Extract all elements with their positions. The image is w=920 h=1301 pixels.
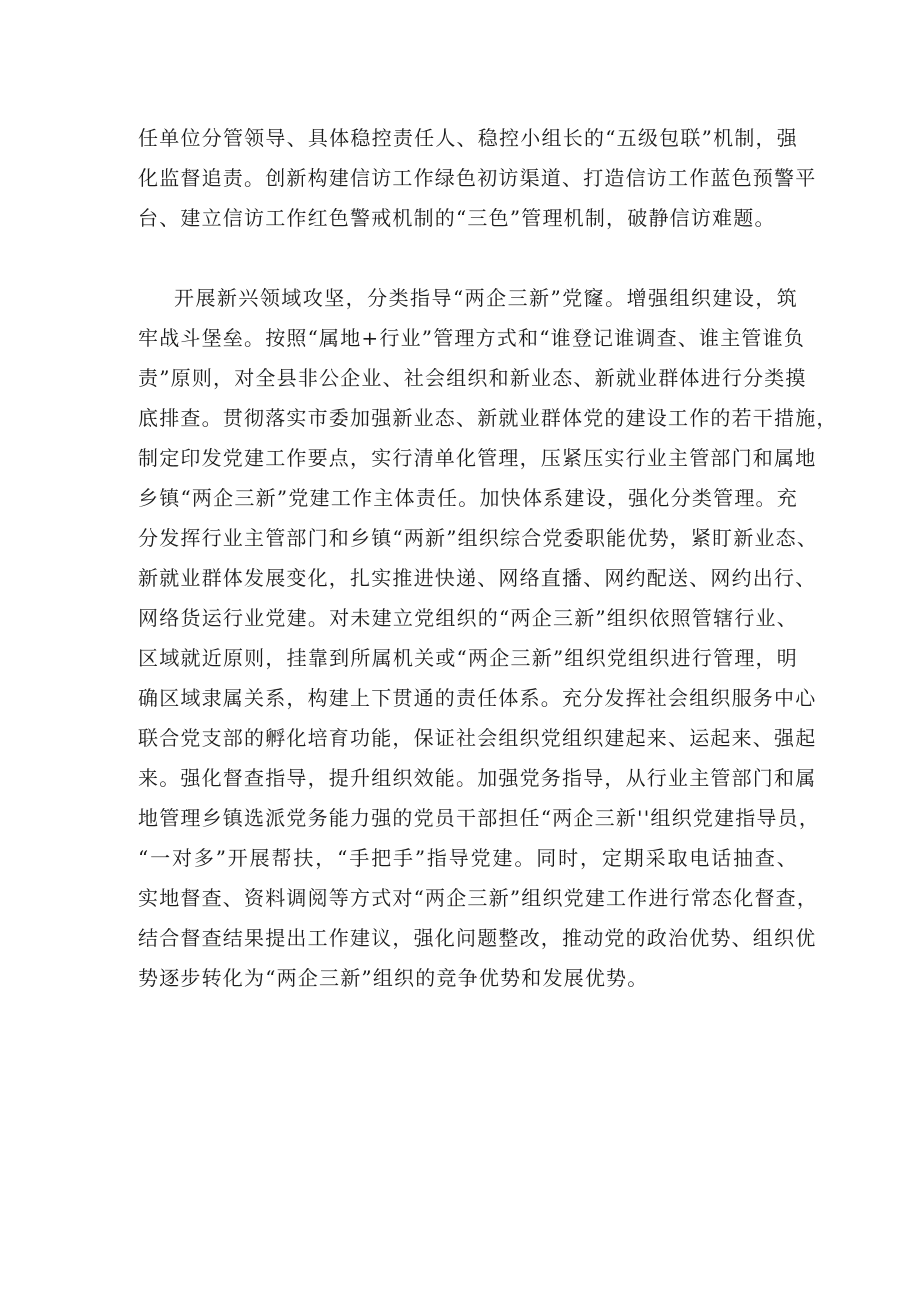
text-line: 制定印发党建工作要点，实行清单化管理，压紧压实行业主管部门和属地 (138, 446, 817, 470)
text-line: 来。强化督查指导，提升组织效能。加强党务指导，从行业主管部门和属 (138, 766, 817, 790)
text-line: 地管理乡镇选派党务能力强的党员干部担任“两企三新''组织党建指导员， (138, 806, 821, 830)
text-line: 分发挥行业主管部门和乡镇“两新”组织综合党委职能优势，紧盯新业态、 (138, 526, 819, 550)
text-line: “一对多”开展帮扶，“手把手”指导党建。同时，定期采取电话抽查、 (138, 846, 798, 870)
text-line: 实地督查、资料调阅等方式对“两企三新”组织党建工作进行常态化督查， (138, 886, 819, 910)
text-line: 台、建立信访工作红色警戒机制的“三色”管理机制，破静信访难题。 (138, 206, 776, 230)
text-line: 底排查。贯彻落实市委加强新业态、新就业群体党的建设工作的若干措施， (138, 406, 838, 430)
text-line: 牢战斗堡垒。按照“属地+行业”管理方式和“谁登记谁调查、谁主管谁负 (138, 326, 806, 350)
text-line: 新就业群体发展变化，扎实推进快递、网络直播、网约配送、网约出行、 (138, 566, 817, 590)
text-line: 结合督查结果提出工作建议，强化问题整改，推动党的政治优势、组织优 (138, 926, 817, 950)
text-line: 化监督追责。创新构建信访工作绿色初访渠道、打造信访工作蓝色预警平 (138, 166, 817, 190)
text-line: 责”原则，对全县非公企业、社会组织和新业态、新就业群体进行分类摸 (138, 366, 807, 390)
text-line: 确区域隶属关系，构建上下贯通的责任体系。充分发挥社会组织服务中心 (138, 686, 817, 710)
text-line: 势逐步转化为“两企三新”组织的竞争优势和发展优势。 (138, 966, 649, 990)
text-line: 开展新兴领域攻坚，分类指导“两企三新”党窿。增强组织建设，筑 (174, 286, 798, 310)
text-line: 任单位分管领导、具体稳控责任人、稳控小组长的“五级包联”机制，强 (138, 126, 798, 150)
text-line: 区域就近原则，挂靠到所属机关或“两企三新”组织党组织进行管理，明 (138, 646, 798, 670)
text-line: 乡镇“两企三新”党建工作主体责任。加快体系建设，强化分类管理。充 (138, 486, 798, 510)
paragraph-2 (138, 278, 838, 998)
text-line: 联合党支部的孵化培育功能，保证社会组织党组织建起来、运起来、强起 (138, 726, 817, 750)
text-line: 网络货运行业党建。对未建立党组织的“两企三新”组织依照管辖行业、 (138, 606, 798, 630)
paragraph-1 (138, 118, 817, 238)
